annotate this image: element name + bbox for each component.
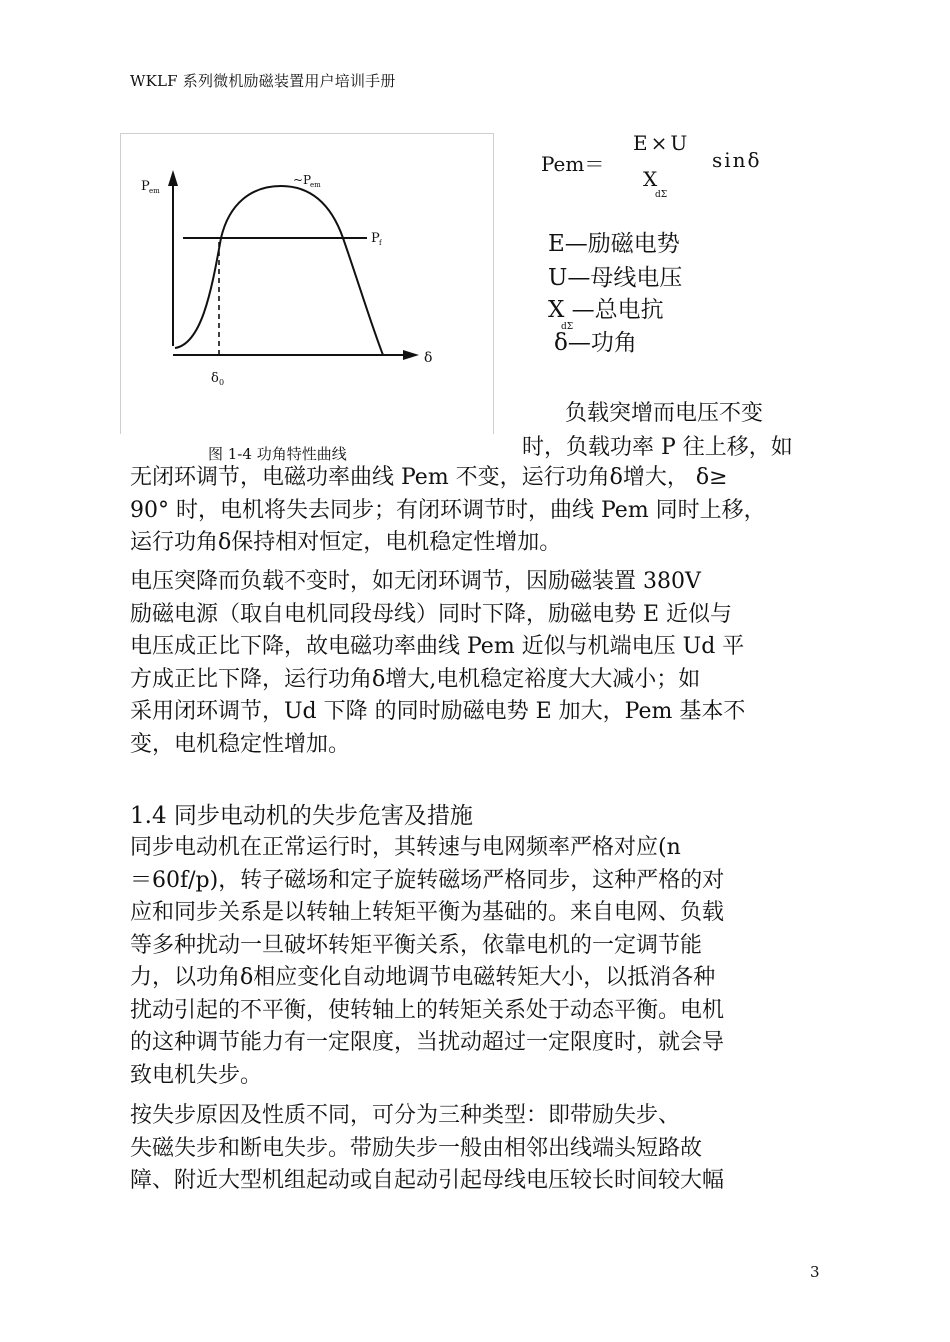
formula-rhs: sinδ: [712, 148, 762, 172]
paragraph-1: [130, 462, 820, 560]
paragraph-line: 变，电机稳定性增加。: [130, 731, 351, 757]
paragraph-line: 90° 时，电机将失去同步；有闭环调节时，曲线 Pem 同时上移，: [130, 497, 766, 523]
paragraph-line: 方成正比下降，运行功角δ增大,电机稳定裕度大大减小；如: [130, 666, 701, 692]
pem-curve: [175, 186, 383, 355]
curve-label-sub: em: [310, 181, 321, 189]
paragraph-line: 致电机失步。: [130, 1062, 263, 1088]
paragraph-4: [130, 1100, 820, 1198]
formula-denominator: X: [643, 167, 658, 191]
y-axis-label: P: [141, 179, 150, 194]
figure-caption: 图 1-4 功角特性曲线: [208, 445, 347, 463]
paragraph-line: 按失步原因及性质不同，可分为三种类型：即带励失步、: [130, 1103, 681, 1128]
legend-x: X —总电抗: [548, 297, 664, 323]
curve-label: ~P: [293, 173, 312, 187]
power-angle-diagram: [121, 134, 493, 434]
paragraph-line: 障、附近大型机组起动或自起动引起母线电压较长时间较大幅: [130, 1168, 725, 1193]
running-header: WKLF 系列微机励磁装置用户培训手册: [130, 72, 396, 90]
y-axis-arrow: [168, 170, 178, 186]
legend-delta: δ—功角: [554, 330, 637, 356]
paragraph-line: 运行功角δ保持相对恒定，电机稳定性增加。: [130, 530, 562, 555]
paragraph-1-side-line-2: 时，负载功率 P 往上移，如: [522, 435, 793, 460]
legend-u: U—母线电压: [548, 265, 683, 291]
paragraph-3: [130, 832, 820, 1092]
pf-label-sub: f: [379, 239, 382, 247]
delta0-label: δ: [211, 371, 219, 386]
paragraph-line: 应和同步关系是以转轴上转矩平衡为基础的。来自电网、负载: [130, 900, 725, 925]
paragraph-line: 失磁失步和断电失步。带励失步一般由相邻出线端头短路故: [130, 1135, 703, 1161]
paragraph-line: 采用闭环调节，Ud 下降 的同时励磁电势 E 加大，Pem 基本不: [130, 699, 746, 724]
delta0-label-sub: 0: [219, 378, 225, 387]
power-angle-figure: [120, 133, 494, 434]
paragraph-line: 等多种扰动一旦破坏转矩平衡关系，依靠电机的一定调节能: [130, 932, 703, 958]
legend-e: E—励磁电势: [548, 231, 680, 257]
paragraph-line: 无闭环调节，电磁功率曲线 Pem 不变，运行功角δ增大， δ≥: [130, 465, 728, 490]
paragraph-1-side-line-1: 负载突增而电压不变: [565, 401, 764, 426]
paragraph-2: [130, 566, 820, 761]
paragraph-line: 力，以功角δ相应变化自动地调节电磁转矩大小，以抵消各种: [130, 965, 716, 990]
formula-numerator: E×U: [633, 131, 691, 155]
formula-denominator-sub: dΣ: [655, 190, 668, 200]
pf-label: P: [371, 231, 380, 246]
legend-x-sub: dΣ: [561, 322, 574, 332]
paragraph-line: ＝60f/p)，转子磁场和定子旋转磁场严格同步，这种严格的对: [130, 867, 725, 893]
paragraph-line: 同步电动机在正常运行时，其转速与电网频率严格对应(n: [130, 835, 681, 860]
paragraph-line: 扰动引起的不平衡，使转轴上的转矩关系处于动态平衡。电机: [130, 997, 725, 1023]
paragraph-line: 励磁电源（取自电机同段母线）同时下降，励磁电势 E 近似与: [130, 601, 733, 627]
y-axis-label-sub: em: [149, 187, 160, 195]
section-title: 1.4 同步电动机的失步危害及措施: [130, 803, 473, 829]
page-number: 3: [810, 1263, 820, 1281]
paragraph-line: 电压突降而负载不变时，如无闭环调节，因励磁装置 380V: [130, 569, 701, 594]
x-axis-label: δ: [424, 350, 433, 366]
paragraph-line: 的这种调节能力有一定限度，当扰动超过一定限度时，就会导: [130, 1030, 725, 1055]
x-axis-arrow: [403, 350, 419, 360]
paragraph-line: 电压成正比下降，故电磁功率曲线 Pem 近似与机端电压 Ud 平: [130, 634, 745, 659]
formula-lhs: Pem＝: [541, 152, 605, 176]
